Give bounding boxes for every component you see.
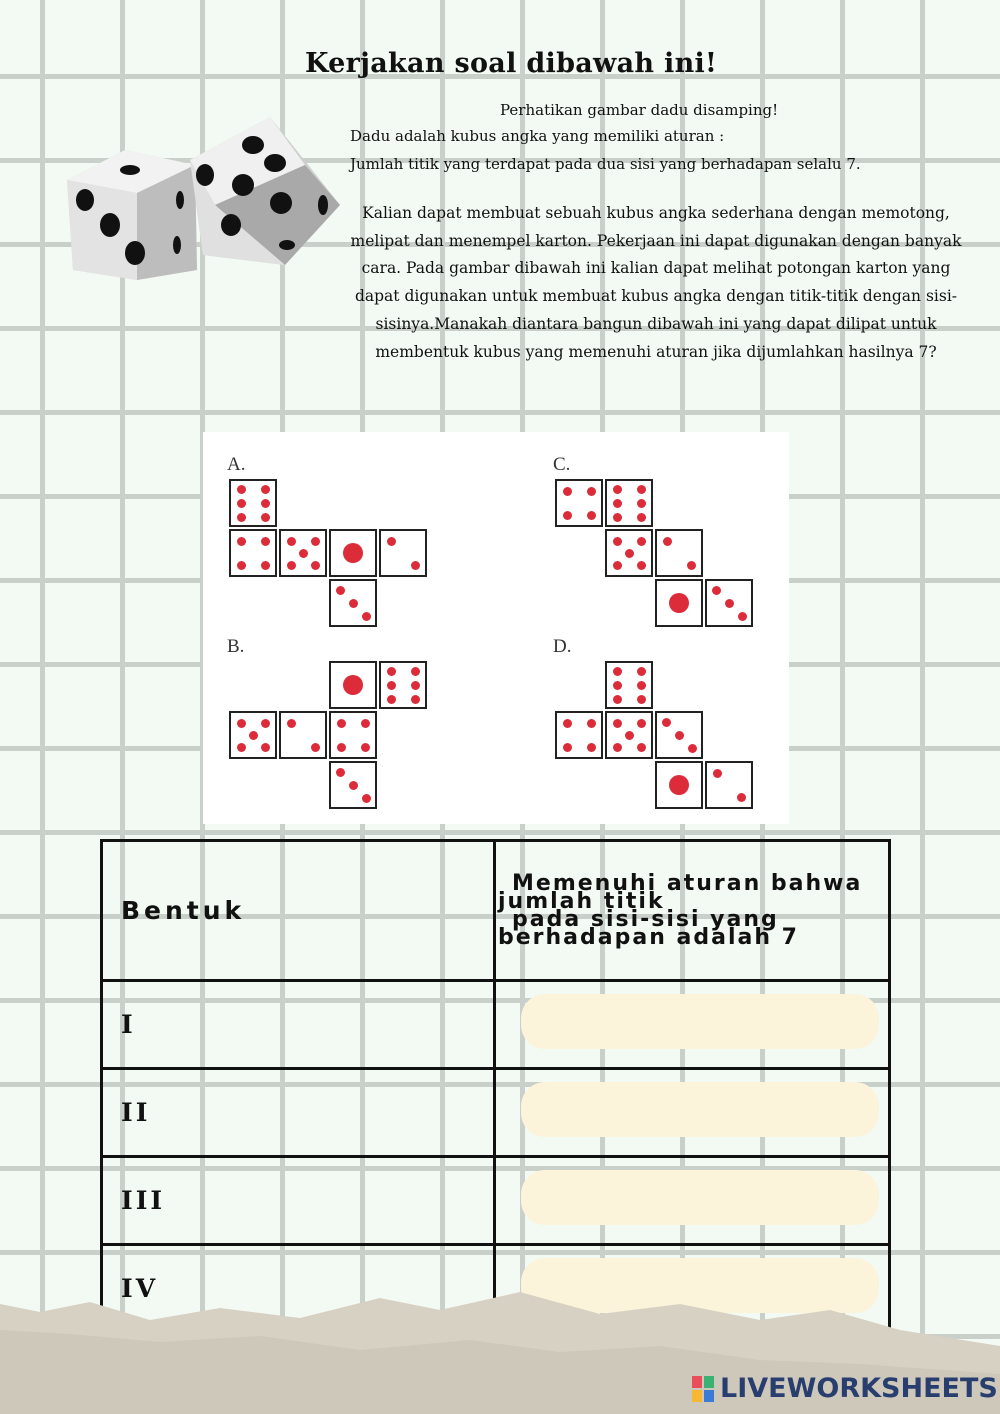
pip <box>563 511 572 520</box>
die-face <box>329 761 377 809</box>
pip <box>336 586 345 595</box>
die-face <box>555 711 603 759</box>
answer-cell <box>495 1157 890 1245</box>
pip <box>738 612 747 621</box>
answer-input-2[interactable] <box>521 1082 879 1137</box>
pip <box>587 719 596 728</box>
brand-name: LIVEWORKSHEETS <box>720 1373 998 1404</box>
die-face <box>279 711 327 759</box>
die-face <box>655 711 703 759</box>
pip <box>387 681 396 690</box>
pip <box>261 743 270 752</box>
dice-illustration <box>55 105 355 290</box>
die-face <box>229 711 277 759</box>
pip <box>587 511 596 520</box>
die-face <box>379 661 427 709</box>
header-criteria-line-4: berhadapan adalah 7 <box>498 925 799 950</box>
pip <box>261 485 270 494</box>
pip <box>637 537 646 546</box>
die-face <box>279 529 327 577</box>
pip <box>387 537 396 546</box>
pip <box>311 537 320 546</box>
pip <box>361 743 370 752</box>
net-label: D. <box>553 636 572 657</box>
liveworksheets-logo <box>692 1373 998 1404</box>
pip <box>311 561 320 570</box>
pip <box>343 543 363 563</box>
pip <box>237 513 246 522</box>
pip <box>613 743 622 752</box>
pip <box>411 667 420 676</box>
net-label: B. <box>227 636 245 657</box>
pip <box>613 499 622 508</box>
pip <box>261 537 270 546</box>
answer-cell <box>495 1069 890 1157</box>
die-face <box>705 579 753 627</box>
pip <box>563 719 572 728</box>
pip <box>343 675 363 695</box>
pip <box>563 743 572 752</box>
die-face <box>229 529 277 577</box>
worksheet-title: Kerjakan soal dibawah ini! <box>305 48 718 79</box>
intro-line-3: Jumlah titik yang terdapat pada dua sisi yang berhadapan selalu 7. <box>350 155 861 173</box>
die-face <box>655 529 703 577</box>
net-label: A. <box>227 454 246 475</box>
pip <box>362 612 371 621</box>
header-criteria-line-1: Memenuhi aturan bahwa <box>512 871 863 896</box>
pip <box>337 719 346 728</box>
answer-input-1[interactable] <box>521 994 879 1049</box>
die-face <box>655 579 703 627</box>
pip <box>261 561 270 570</box>
pip <box>613 561 622 570</box>
pip <box>637 513 646 522</box>
pip <box>613 667 622 676</box>
die-face <box>605 479 653 527</box>
pip <box>411 561 420 570</box>
header-bentuk: Bentuk <box>102 841 495 981</box>
die-face <box>605 661 653 709</box>
pip <box>688 744 697 753</box>
die-face <box>605 529 653 577</box>
pip <box>712 586 721 595</box>
pip <box>663 537 672 546</box>
pip <box>237 499 246 508</box>
die-face <box>229 479 277 527</box>
header-criteria-line-2: jumlah titik <box>498 889 665 914</box>
pip <box>299 549 308 558</box>
pip <box>411 681 420 690</box>
pip <box>563 487 572 496</box>
pip <box>287 719 296 728</box>
die-face <box>379 529 427 577</box>
pip <box>237 743 246 752</box>
die-face <box>329 711 377 759</box>
row-label: II <box>102 1069 495 1157</box>
pip <box>337 743 346 752</box>
die-face <box>329 661 377 709</box>
pip <box>613 537 622 546</box>
pip <box>725 599 734 608</box>
pip <box>613 695 622 704</box>
pip <box>261 499 270 508</box>
die-face <box>555 479 603 527</box>
pip <box>687 561 696 570</box>
pip <box>287 561 296 570</box>
die-left <box>67 150 197 280</box>
pip <box>613 513 622 522</box>
pip <box>637 667 646 676</box>
liveworksheets-icon <box>692 1376 714 1402</box>
pip <box>669 775 689 795</box>
pip <box>349 781 358 790</box>
pip <box>637 499 646 508</box>
die-face <box>655 761 703 809</box>
table-row <box>102 1157 890 1245</box>
die-face <box>329 529 377 577</box>
pip <box>637 743 646 752</box>
pip <box>613 485 622 494</box>
instruction-paragraph: Kalian dapat membuat sebuah kubus angka sederhana dengan memotong, melipat dan menempel karton. Pekerjaan ini dapat digunakan dengan banyak cara. Pada gambar dibawah ini kalian dapat melihat potongan karton yang dapat digunakan untuk membuat kubus angka dengan titik-titik dengan sisi-sisinya.Manakah diantara bangun dibawah ini yang dapat dilipat untuk membentuk kubus yang memenuhi aturan jika dijumlahkan hasilnya 7? <box>350 204 962 361</box>
pip <box>737 793 746 802</box>
pip <box>675 731 684 740</box>
pip <box>637 485 646 494</box>
pip <box>237 561 246 570</box>
pip <box>387 695 396 704</box>
pip <box>613 681 622 690</box>
row-label: I <box>102 981 495 1069</box>
table-header-row <box>102 841 890 981</box>
pip <box>237 719 246 728</box>
pip <box>261 513 270 522</box>
pip <box>261 719 270 728</box>
pip <box>625 549 634 558</box>
pip <box>287 537 296 546</box>
pip <box>249 731 258 740</box>
net-label: C. <box>553 454 571 475</box>
table-row <box>102 1069 890 1157</box>
die-face <box>705 761 753 809</box>
pip <box>637 681 646 690</box>
pip <box>411 695 420 704</box>
die-right <box>190 117 340 265</box>
row-label: IV <box>102 1245 495 1333</box>
row-label: III <box>102 1157 495 1245</box>
pip <box>713 769 722 778</box>
answer-input-3[interactable] <box>521 1170 879 1225</box>
pip <box>349 599 358 608</box>
header-criteria <box>495 841 890 981</box>
answer-cell <box>495 981 890 1069</box>
pip <box>311 743 320 752</box>
pip <box>613 719 622 728</box>
pip <box>587 487 596 496</box>
pip <box>637 561 646 570</box>
pip <box>587 743 596 752</box>
pip <box>625 731 634 740</box>
table-row <box>102 981 890 1069</box>
header-criteria-line-3: pada sisi-sisi yang <box>512 907 779 932</box>
die-face <box>605 711 653 759</box>
intro-line-2: Dadu adalah kubus angka yang memiliki aturan : <box>350 127 725 145</box>
pip <box>336 768 345 777</box>
pip <box>237 485 246 494</box>
answer-table <box>100 839 891 1334</box>
pip <box>669 593 689 613</box>
pip <box>637 719 646 728</box>
pip <box>637 695 646 704</box>
pip <box>237 537 246 546</box>
pip <box>361 719 370 728</box>
intro-line-1: Perhatikan gambar dadu disamping! <box>500 101 779 119</box>
cube-nets-figure <box>203 432 789 824</box>
pip <box>387 667 396 676</box>
pip <box>662 718 671 727</box>
pip <box>362 794 371 803</box>
die-face <box>329 579 377 627</box>
